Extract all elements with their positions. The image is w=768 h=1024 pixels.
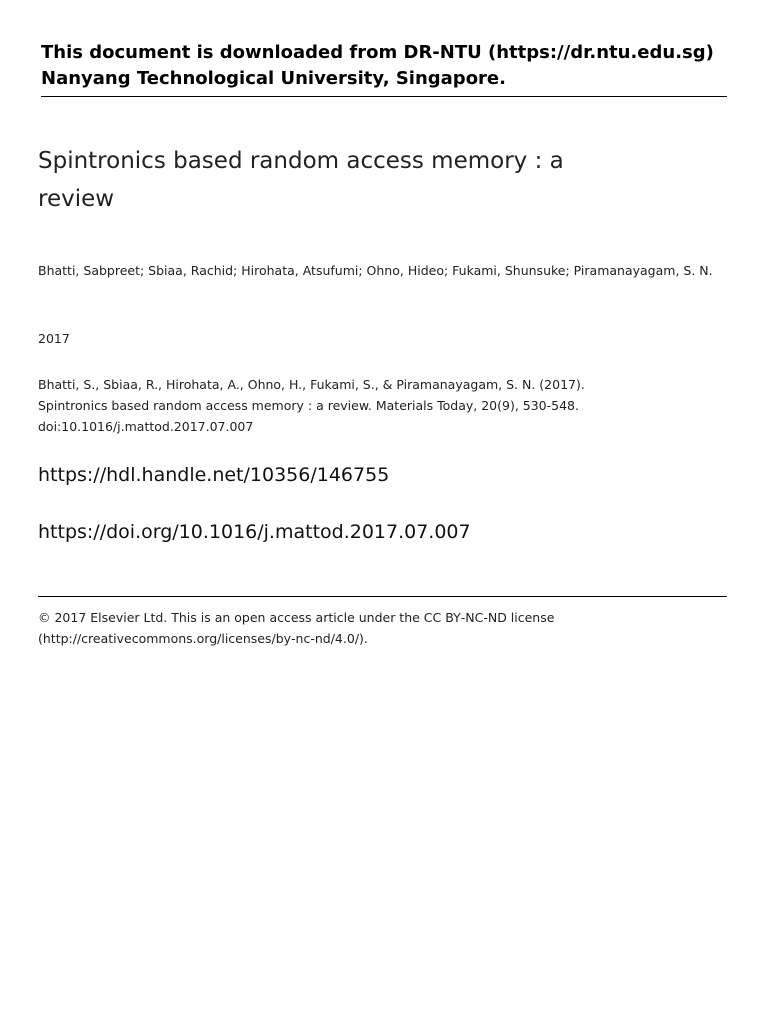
repository-header [41,40,727,97]
handle-link[interactable]: https://hdl.handle.net/10356/146755 [38,464,390,486]
doi-link[interactable]: https://doi.org/10.1016/j.mattod.2017.07.007 [38,521,471,543]
header-institution-line: Nanyang Technological University, Singapore. [41,68,506,89]
citation-line-2: Spintronics based random access memory : a review. Materials Today, 20(9), 530‑548. [38,398,579,413]
citation-block [38,374,718,437]
document-title: Spintronics based random access memory : a review [38,148,564,212]
license-line-2: (http://creativecommons.org/licenses/by‑nc‑nd/4.0/). [38,631,368,646]
header-source-line: This document is downloaded from DR‑NTU (https://dr.ntu.edu.sg) [41,42,714,63]
license-line-1: © 2017 Elsevier Ltd. This is an open access article under the CC BY‑NC‑ND license [38,610,555,625]
publication-year: 2017 [38,331,70,346]
citation-line-3: doi:10.1016/j.mattod.2017.07.007 [38,419,254,434]
author-list: Bhatti, Sabpreet; Sbiaa, Rachid; Hirohata, Atsufumi; Ohno, Hideo; Fukami, Shunsuke; Piramanayagam, S. N. [38,263,713,278]
section-divider [38,596,727,597]
license-notice [38,607,718,649]
citation-line-1: Bhatti, S., Sbiaa, R., Hirohata, A., Ohno, H., Fukami, S., & Piramanayagam, S. N. (2017). [38,377,585,392]
